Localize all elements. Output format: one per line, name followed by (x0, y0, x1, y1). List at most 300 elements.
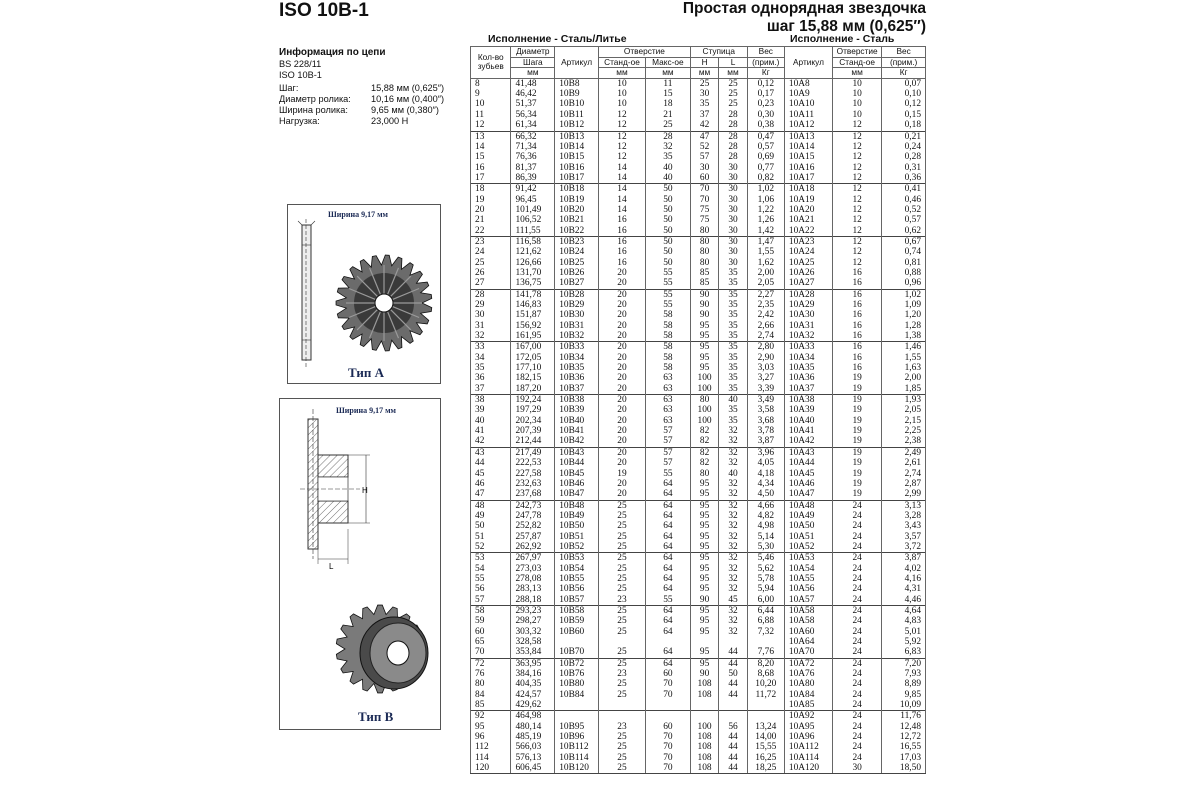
cell-bore-max: 57 (646, 447, 691, 458)
cell-diameter: 156,92 (511, 321, 555, 331)
cell-bore-steel: 24 (833, 711, 882, 722)
cell-article: 10B14 (555, 142, 599, 152)
cell-bore-std: 14 (598, 173, 645, 184)
cell-hub-h: 80 (690, 258, 718, 268)
cell-hub-h: 100 (690, 416, 718, 426)
cell-bore-steel: 12 (833, 236, 882, 247)
cell-bore-steel: 24 (833, 669, 882, 679)
cell-weight: 8,20 (747, 658, 784, 669)
param-row (279, 116, 464, 127)
table-row (471, 195, 926, 205)
cell-bore-steel: 19 (833, 479, 882, 489)
standard-line: BS 228/11 (279, 58, 322, 69)
cell-weight-steel: 3,43 (882, 521, 926, 531)
cell-weight: 2,80 (747, 342, 784, 353)
cell-teeth: 26 (471, 268, 511, 278)
cell-bore-max: 55 (646, 289, 691, 300)
cell-weight-steel: 0,31 (882, 163, 926, 173)
cell-bore-std: 25 (598, 584, 645, 594)
cell-hub-h: 100 (690, 722, 718, 732)
cell-bore-max: 50 (646, 226, 691, 237)
cell-weight-steel: 3,72 (882, 542, 926, 553)
cell-weight-steel: 3,87 (882, 553, 926, 564)
cell-bore-std: 10 (598, 78, 645, 89)
cell-hub-l: 44 (719, 753, 747, 763)
cell-weight: 0,38 (747, 120, 784, 131)
cell-weight-steel: 0,41 (882, 184, 926, 195)
cell-hub-l: 32 (719, 605, 747, 616)
cell-diameter: 424,57 (511, 690, 555, 700)
table-row (471, 247, 926, 257)
cell-weight-steel: 3,57 (882, 532, 926, 542)
cell-weight: 0,69 (747, 152, 784, 162)
cell-bore-max: 40 (646, 173, 691, 184)
cell-weight-steel: 1,20 (882, 310, 926, 320)
cell-bore-steel: 24 (833, 564, 882, 574)
table-row (471, 511, 926, 521)
cell-weight-steel: 0,67 (882, 236, 926, 247)
cell-weight-steel: 1,38 (882, 331, 926, 342)
cell-article: 10B13 (555, 131, 599, 142)
cell-hub-h: 95 (690, 542, 718, 553)
cell-teeth: 120 (471, 763, 511, 774)
cell-teeth: 51 (471, 532, 511, 542)
cell-bore-max: 64 (646, 627, 691, 637)
cell-hub-l: 35 (719, 405, 747, 415)
cell-teeth: 34 (471, 353, 511, 363)
table-row-group (471, 500, 926, 553)
cell-bore-max: 64 (646, 553, 691, 564)
cell-article-steel: 10A32 (784, 331, 832, 342)
cell-teeth: 24 (471, 247, 511, 257)
cell-weight: 1,47 (747, 236, 784, 247)
cell-bore-std: 12 (598, 120, 645, 131)
cell-article-steel: 10A37 (784, 384, 832, 395)
cell-bore-std: 25 (598, 500, 645, 511)
cell-article: 10B48 (555, 500, 599, 511)
cell-diameter: 464,98 (511, 711, 555, 722)
cell-weight: 5,78 (747, 574, 784, 584)
cell-teeth: 30 (471, 310, 511, 320)
table-row-group (471, 78, 926, 131)
cell-article: 10B9 (555, 89, 599, 99)
header-approx: (прим.) (747, 57, 784, 68)
cell-hub-l: 35 (719, 353, 747, 363)
cell-weight-steel: 10,09 (882, 700, 926, 711)
cell-diameter: 227,58 (511, 469, 555, 479)
table-row (471, 268, 926, 278)
cell-weight-steel: 0,15 (882, 110, 926, 120)
cell-bore-steel: 19 (833, 384, 882, 395)
cell-weight-steel: 4,02 (882, 564, 926, 574)
cell-teeth: 44 (471, 458, 511, 468)
cell-article-steel: 10A25 (784, 258, 832, 268)
cell-teeth: 42 (471, 436, 511, 447)
cell-bore-std: 20 (598, 416, 645, 426)
cell-bore-steel: 19 (833, 469, 882, 479)
sprocket-bore (375, 294, 393, 312)
cell-diameter: 222,53 (511, 458, 555, 468)
cell-bore-std: 20 (598, 363, 645, 373)
cell-weight: 5,14 (747, 532, 784, 542)
header-bore-2: Отверстие (833, 47, 882, 58)
cell-weight-steel: 2,74 (882, 469, 926, 479)
cell-article: 10B42 (555, 436, 599, 447)
cell-diameter: 328,58 (511, 637, 555, 647)
cell-weight-steel: 0,36 (882, 173, 926, 184)
sprocket-bore (387, 641, 409, 665)
cell-bore-max: 63 (646, 405, 691, 415)
cell-article: 10B12 (555, 120, 599, 131)
cell-bore-steel: 16 (833, 300, 882, 310)
cell-bore-std (598, 700, 645, 711)
cell-weight: 15,55 (747, 742, 784, 752)
cell-bore-max: 57 (646, 436, 691, 447)
cell-weight-steel: 3,28 (882, 511, 926, 521)
cell-article-steel: 10A49 (784, 511, 832, 521)
cell-teeth: 60 (471, 627, 511, 637)
cell-hub-h: 80 (690, 247, 718, 257)
cell-bore-std: 25 (598, 627, 645, 637)
cell-bore-max: 63 (646, 384, 691, 395)
table-row-group (471, 184, 926, 237)
table-row-group (471, 395, 926, 448)
cell-hub-h: 35 (690, 99, 718, 109)
cell-bore-std: 20 (598, 458, 645, 468)
cell-article-steel: 10A23 (784, 236, 832, 247)
cell-teeth: 32 (471, 331, 511, 342)
cell-bore-steel: 24 (833, 511, 882, 521)
cell-article: 10B37 (555, 384, 599, 395)
cell-bore-max (646, 637, 691, 647)
table-row (471, 184, 926, 195)
cell-bore-steel: 12 (833, 142, 882, 152)
cell-article-steel: 10A72 (784, 658, 832, 669)
cell-bore-max: 63 (646, 373, 691, 383)
cell-article: 10B27 (555, 278, 599, 289)
cell-diameter: 480,14 (511, 722, 555, 732)
cell-article: 10B43 (555, 447, 599, 458)
cell-bore-std: 20 (598, 405, 645, 415)
cell-article: 10B44 (555, 458, 599, 468)
cell-weight-steel: 6,83 (882, 647, 926, 658)
table-row-group (471, 131, 926, 184)
cell-weight: 13,24 (747, 722, 784, 732)
cell-bore-max: 11 (646, 78, 691, 89)
cell-article-steel: 10A17 (784, 173, 832, 184)
cell-article: 10B41 (555, 426, 599, 436)
cell-teeth: 45 (471, 469, 511, 479)
cell-teeth: 58 (471, 605, 511, 616)
table-row-group (471, 553, 926, 606)
cell-weight-steel: 4,46 (882, 595, 926, 606)
cell-bore-max: 64 (646, 616, 691, 626)
cell-diameter: 172,05 (511, 353, 555, 363)
cell-article-steel: 10A8 (784, 78, 832, 89)
cell-bore-std: 14 (598, 205, 645, 215)
cell-teeth: 47 (471, 489, 511, 500)
cell-hub-l: 32 (719, 458, 747, 468)
cell-bore-steel: 16 (833, 268, 882, 278)
cell-article: 10B25 (555, 258, 599, 268)
cell-diameter: 96,45 (511, 195, 555, 205)
table-row (471, 616, 926, 626)
cell-hub-l: 45 (719, 595, 747, 606)
table-row (471, 152, 926, 162)
table-row-group (471, 236, 926, 289)
cell-hub-h: 90 (690, 310, 718, 320)
table-row (471, 395, 926, 406)
cell-bore-max: 58 (646, 321, 691, 331)
cell-bore-steel: 24 (833, 658, 882, 669)
cell-hub-l: 30 (719, 184, 747, 195)
cell-hub-h: 95 (690, 353, 718, 363)
cell-teeth: 22 (471, 226, 511, 237)
cell-hub-h: 85 (690, 268, 718, 278)
cell-weight: 3,87 (747, 436, 784, 447)
cell-article: 10B49 (555, 511, 599, 521)
caption-type-b: Тип В (358, 709, 394, 724)
cell-bore-steel: 24 (833, 605, 882, 616)
cell-hub-l: 56 (719, 722, 747, 732)
cell-weight (747, 711, 784, 722)
cell-weight: 0,82 (747, 173, 784, 184)
cell-bore-max: 21 (646, 110, 691, 120)
subtitle-line-2: шаг 15,88 мм (0,625″) (766, 18, 926, 35)
cell-hub-l: 32 (719, 489, 747, 500)
cell-bore-std: 25 (598, 574, 645, 584)
cell-bore-steel: 12 (833, 152, 882, 162)
param-row (279, 105, 464, 116)
cell-article: 10B23 (555, 236, 599, 247)
section-steel: Исполнение - Сталь (790, 33, 895, 45)
cell-article-steel: 10A35 (784, 363, 832, 373)
cell-weight-steel: 4,31 (882, 584, 926, 594)
cell-diameter: 212,44 (511, 436, 555, 447)
cell-bore-steel: 24 (833, 500, 882, 511)
cell-hub-l: 32 (719, 479, 747, 489)
header-l: L (719, 57, 747, 68)
cell-weight: 2,90 (747, 353, 784, 363)
cell-bore-steel: 24 (833, 574, 882, 584)
cell-weight: 2,00 (747, 268, 784, 278)
cell-diameter: 429,62 (511, 700, 555, 711)
cell-weight: 16,25 (747, 753, 784, 763)
cell-diameter: 242,73 (511, 500, 555, 511)
cell-hub-l: 32 (719, 426, 747, 436)
table-row (471, 173, 926, 184)
cell-weight-steel: 2,49 (882, 447, 926, 458)
table-row-group (471, 605, 926, 658)
cell-article: 10B20 (555, 205, 599, 215)
cell-hub-l: 32 (719, 532, 747, 542)
cell-article-steel: 10A114 (784, 753, 832, 763)
cell-article-steel: 10A96 (784, 732, 832, 742)
table-row (471, 542, 926, 553)
cell-diameter: 71,34 (511, 142, 555, 152)
cell-teeth: 31 (471, 321, 511, 331)
cell-bore-max: 50 (646, 184, 691, 195)
cell-weight: 0,17 (747, 89, 784, 99)
header-article-2: Артикул (784, 47, 832, 79)
cell-article: 10B72 (555, 658, 599, 669)
table-row (471, 278, 926, 289)
cell-bore-std: 25 (598, 658, 645, 669)
cell-bore-steel: 24 (833, 679, 882, 689)
table-row (471, 763, 926, 774)
cell-hub-l: 44 (719, 732, 747, 742)
cell-hub-h: 80 (690, 236, 718, 247)
cell-diameter: 576,13 (511, 753, 555, 763)
table-row (471, 447, 926, 458)
cell-diameter: 46,42 (511, 89, 555, 99)
cell-weight-steel: 12,48 (882, 722, 926, 732)
cell-bore-std: 25 (598, 553, 645, 564)
cell-hub-h: 95 (690, 658, 718, 669)
cell-teeth: 96 (471, 732, 511, 742)
cell-bore-std: 25 (598, 532, 645, 542)
table-row (471, 722, 926, 732)
cell-weight-steel: 0,62 (882, 226, 926, 237)
cell-bore-std: 25 (598, 647, 645, 658)
cell-hub-h: 80 (690, 395, 718, 406)
cell-weight-steel: 17,03 (882, 753, 926, 763)
cell-bore-steel: 24 (833, 732, 882, 742)
cell-teeth: 43 (471, 447, 511, 458)
param-label: Шаг: (279, 83, 299, 94)
table-header (471, 47, 926, 79)
cell-hub-h: 82 (690, 447, 718, 458)
cell-bore-steel: 16 (833, 331, 882, 342)
header-teeth: Кол-во зубьев (471, 47, 511, 79)
cell-article-steel: 10A70 (784, 647, 832, 658)
cell-diameter: 151,87 (511, 310, 555, 320)
cell-teeth: 33 (471, 342, 511, 353)
cell-bore-steel: 24 (833, 700, 882, 711)
table-row-group (471, 658, 926, 711)
cell-bore-max: 70 (646, 690, 691, 700)
cell-diameter: 267,97 (511, 553, 555, 564)
cell-article-steel: 10A13 (784, 131, 832, 142)
cell-bore-std: 20 (598, 331, 645, 342)
cell-diameter: 303,32 (511, 627, 555, 637)
cell-bore-std: 25 (598, 679, 645, 689)
cell-hub-l: 40 (719, 395, 747, 406)
cell-weight: 5,46 (747, 553, 784, 564)
cell-weight: 7,76 (747, 647, 784, 658)
cell-article: 10B28 (555, 289, 599, 300)
cell-bore-steel: 19 (833, 416, 882, 426)
cell-hub-h: 52 (690, 142, 718, 152)
cell-teeth: 12 (471, 120, 511, 131)
cell-bore-steel: 12 (833, 184, 882, 195)
cell-article-steel: 10A64 (784, 637, 832, 647)
cell-hub-h: 75 (690, 215, 718, 225)
cell-article-steel: 10A76 (784, 669, 832, 679)
table-row (471, 321, 926, 331)
cell-hub-h: 37 (690, 110, 718, 120)
subtitle-line-1: Простая однорядная звездочка (682, 0, 926, 17)
cell-teeth: 40 (471, 416, 511, 426)
cell-teeth: 84 (471, 690, 511, 700)
header-max: Макс-ое (646, 57, 691, 68)
sprocket-type-a-drawing (288, 205, 440, 383)
cell-bore-std: 25 (598, 521, 645, 531)
cell-teeth: 46 (471, 479, 511, 489)
table-row (471, 574, 926, 584)
cell-hub-l: 35 (719, 310, 747, 320)
cell-hub-h: 95 (690, 342, 718, 353)
table-row (471, 289, 926, 300)
cell-hub-h: 90 (690, 300, 718, 310)
cell-bore-steel: 24 (833, 753, 882, 763)
param-value: 23,000 Н (371, 115, 409, 126)
cell-weight: 3,03 (747, 363, 784, 373)
cell-diameter: 252,82 (511, 521, 555, 531)
cell-weight-steel: 0,57 (882, 215, 926, 225)
cell-article-steel: 10A31 (784, 321, 832, 331)
table-row (471, 89, 926, 99)
cell-diameter: 131,70 (511, 268, 555, 278)
document-subtitle (683, 0, 926, 36)
cell-bore-steel: 12 (833, 131, 882, 142)
cell-hub-h: 75 (690, 205, 718, 215)
cell-weight: 6,88 (747, 616, 784, 626)
cell-bore-std: 20 (598, 395, 645, 406)
param-label: Диаметр ролика: (279, 94, 351, 105)
cell-bore-steel: 12 (833, 120, 882, 131)
cell-article-steel: 10A47 (784, 489, 832, 500)
cell-diameter: 247,78 (511, 511, 555, 521)
cell-diameter: 91,42 (511, 184, 555, 195)
cell-weight: 4,98 (747, 521, 784, 531)
table-row (471, 342, 926, 353)
cell-bore-steel: 16 (833, 278, 882, 289)
cell-bore-std: 25 (598, 690, 645, 700)
cell-diameter: 121,62 (511, 247, 555, 257)
cell-article-steel: 10A24 (784, 247, 832, 257)
cell-teeth: 35 (471, 363, 511, 373)
header-hub: Ступица (690, 47, 747, 58)
cell-bore-max: 64 (646, 542, 691, 553)
cell-bore-max: 63 (646, 395, 691, 406)
cell-weight: 2,35 (747, 300, 784, 310)
table-row (471, 711, 926, 722)
cell-weight-steel: 12,72 (882, 732, 926, 742)
header-diameter: Диаметр (511, 47, 555, 58)
cell-bore-steel: 16 (833, 289, 882, 300)
cell-weight-steel: 0,21 (882, 131, 926, 142)
sprocket-table-block (470, 33, 926, 774)
cell-bore-max: 64 (646, 489, 691, 500)
cell-bore-std: 16 (598, 236, 645, 247)
cell-teeth: 57 (471, 595, 511, 606)
cell-teeth: 8 (471, 78, 511, 89)
cell-teeth: 59 (471, 616, 511, 626)
cell-bore-steel: 24 (833, 742, 882, 752)
cell-diameter: 283,13 (511, 584, 555, 594)
cell-weight-steel: 1,02 (882, 289, 926, 300)
width-label-b: Ширина 9,17 мм (336, 406, 396, 415)
table-row (471, 373, 926, 383)
cell-bore-steel: 24 (833, 521, 882, 531)
cell-diameter: 353,84 (511, 647, 555, 658)
cell-bore-steel: 19 (833, 395, 882, 406)
cell-diameter: 126,66 (511, 258, 555, 268)
cell-article: 10B29 (555, 300, 599, 310)
cell-bore-std: 14 (598, 184, 645, 195)
cell-weight-steel: 7,20 (882, 658, 926, 669)
